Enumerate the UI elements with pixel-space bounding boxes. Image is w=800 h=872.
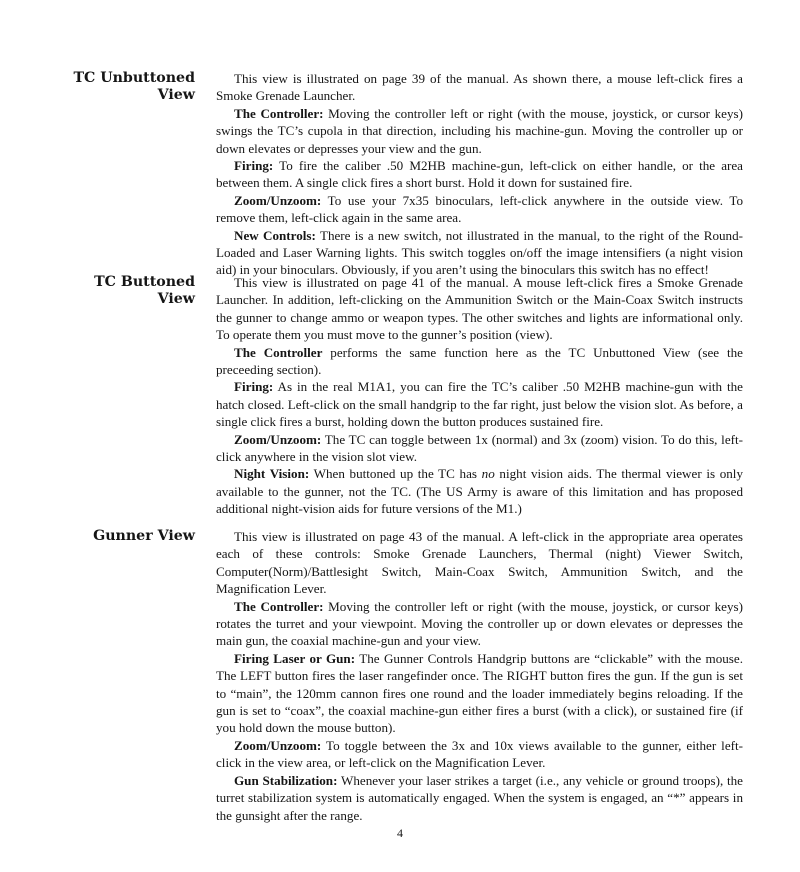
section-heading <box>60 70 195 104</box>
paragraph-text: The Gunner Controls Handgrip buttons are “clickable” with the mouse. The LEFT button fires the laser rangefinder once. The RIGHT button fires the gun. If the gun is set to “main”, the 120mm cannon fires one round and the loader immediately begins reloading. If the gun is set to “coax”, the coaxial machine-gun either fires a burst (with a click), or sustained fire (if you hold down the mouse button). <box>216 650 743 736</box>
paragraph-lead: Firing: <box>234 158 274 174</box>
paragraph-text: When buttoned up the TC has <box>309 466 482 482</box>
paragraph <box>216 227 743 279</box>
paragraph-lead: Zoom/Unzoom: <box>234 737 322 753</box>
paragraph-text: To toggle between the 3x and 10x views available to the gunner, either left-click in the view area, or left-click on the Magnification Lever. <box>216 737 743 771</box>
section-body <box>216 274 743 518</box>
paragraph-lead: Gun Stabilization: <box>234 772 338 788</box>
section-heading-line: Gunner View <box>93 528 195 544</box>
paragraph-text: performs the same function here as the TC Unbuttoned View (see the preceeding section). <box>216 344 743 378</box>
paragraph-lead: Firing: <box>234 379 274 395</box>
section-body <box>216 70 743 279</box>
paragraph-text: night vision aids. The thermal viewer is only available to the gunner, not the TC. (The US Army is aware of this limitation and has proposed additional night-vision aids for future versions of the M1.) <box>216 466 743 517</box>
section-heading-line: TC Unbuttoned <box>73 70 195 86</box>
paragraph-text: Whenever your laser strikes a target (i.e., any vehicle or ground troops), the turret stabilization system is automatically engaged. When the system is engaged, an “*” appears in the gunsight after the range. <box>216 772 743 823</box>
paragraph-text: This view is illustrated on page 41 of the manual. A mouse left-click fires a Smoke Grenade Launcher. In addition, left-clicking on the Ammunition Switch or the Main-Coax Switch instructs the gunner to change ammo or weapon types. The other switches and lights are informational only. To operate them you must move to the gunner’s position (view). <box>216 275 743 343</box>
paragraph-text: This view is illustrated on page 39 of the manual. As shown there, a mouse left-click fires a Smoke Grenade Launcher. <box>216 71 743 104</box>
paragraph-text: This view is illustrated on page 43 of the manual. A left-click in the appropriate area operates each of these controls: Smoke Grenade Launchers, Thermal (night) Viewer Switch, Computer(Norm)/Battlesight Switch, Main-Coax Switch, Ammunition Switch, and the Magnification Lever. <box>216 529 743 597</box>
paragraph <box>216 344 743 379</box>
paragraph <box>216 650 743 737</box>
emphasis: no <box>481 466 495 482</box>
section-heading-line: View <box>157 291 195 307</box>
paragraph <box>216 157 743 192</box>
paragraph-lead: Night Vision: <box>234 466 310 482</box>
section-heading-line: View <box>157 87 195 103</box>
paragraph <box>216 378 743 430</box>
section-body <box>216 528 743 824</box>
paragraph <box>216 274 743 344</box>
section-heading-line: TC Buttoned <box>94 274 195 290</box>
paragraph-text: Moving the controller left or right (with the mouse, joystick, or cursor keys) swings the TC’s cupola in that direction, including his machine-gun. Moving the controller up or down elevates or depresses your view and the gun. <box>216 105 743 156</box>
paragraph-lead: Zoom/Unzoom: <box>234 431 322 447</box>
paragraph-text: The TC can toggle between 1x (normal) and 3x (zoom) vision. To do this, left-click anywhere in the vision slot view. <box>216 431 743 465</box>
paragraph <box>216 772 743 824</box>
paragraph <box>216 528 743 598</box>
paragraph-text: To use your 7x35 binoculars, left-click anywhere in the outside view. To remove them, left-click again in the same area. <box>216 192 743 226</box>
paragraph <box>216 598 743 650</box>
paragraph-lead: New Controls: <box>234 227 316 243</box>
paragraph-lead: The Controller: <box>234 598 324 614</box>
paragraph-lead: The Controller: <box>234 105 324 121</box>
paragraph-text: To fire the caliber .50 M2HB machine-gun, left-click on either handle, or the area between them. A single click fires a short burst. Hold it down for sustained fire. <box>216 158 743 191</box>
paragraph <box>216 737 743 772</box>
paragraph-text: As in the real M1A1, you can fire the TC’s caliber .50 M2HB machine-gun with the hatch closed. Left-click on the small handgrip to the far right, just below the vision slot. As before, a single click fires a burst, holding down the button produces sustained fire. <box>216 379 743 430</box>
paragraph <box>216 465 743 517</box>
paragraph-lead: Firing Laser or Gun: <box>234 650 356 666</box>
paragraph-lead: Zoom/Unzoom: <box>234 192 322 208</box>
page-number: 4 <box>397 826 403 840</box>
paragraph <box>216 70 743 105</box>
section-heading <box>60 528 195 545</box>
paragraph <box>216 431 743 466</box>
paragraph <box>216 105 743 157</box>
paragraph-text: There is a new switch, not illustrated in the manual, to the right of the Round-Loaded and Laser Warning lights. This switch toggles on/off the image intensifiers (a night vision aid) in your binoculars. Obviously, if you aren’t using the binoculars this switch has no effect! <box>216 227 744 278</box>
section-heading <box>60 274 195 308</box>
paragraph-lead: The Controller <box>234 344 323 360</box>
paragraph-text: Moving the controller left or right (with the mouse, joystick, or cursor keys) rotates the turret and your viewpoint. Moving the controller up or down elevates or depresses the main gun, the coaxial machine-gun and your view. <box>216 598 743 649</box>
paragraph <box>216 192 743 227</box>
